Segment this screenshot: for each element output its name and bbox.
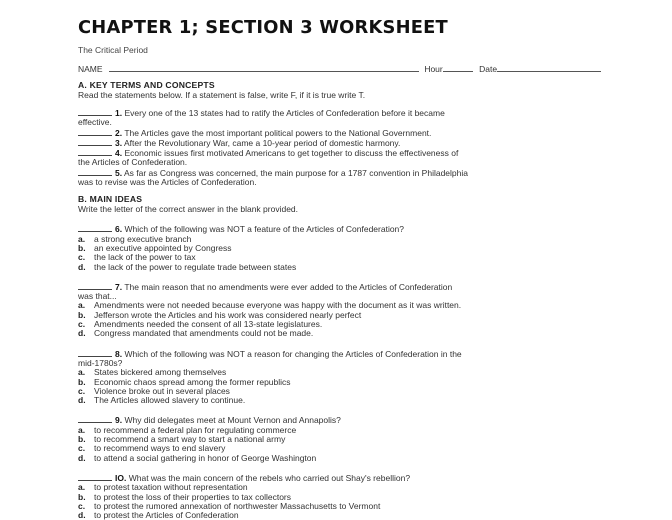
item-line [78,158,668,167]
question-gap [78,272,668,282]
option-text: to recommend a federal plan for regulating commerce [94,424,297,435]
question-line [78,282,668,292]
option-text: Economic chaos spread among the former republics [94,376,291,387]
option-text: Amendments were not needed because everyone was happy with the document as it was written. [94,300,462,311]
option-text: the lack of the power to regulate trade between states [94,261,297,272]
answer-blank[interactable] [78,138,112,146]
option-text: to protest the loss of their properties to tax collectors [94,491,292,502]
multiple-choice-question [78,224,668,271]
hour-label: Hour [424,64,443,74]
option-text: Amendments needed the consent of all 13-state legislatures. [94,319,323,330]
answer-blank[interactable] [78,148,112,156]
option-letter: c. [78,443,86,454]
true-false-item [78,168,668,188]
item-text: the Articles of Confederation. [78,157,188,168]
section-a-items [78,108,668,187]
item-line [78,178,668,187]
option-letter: d. [78,261,86,272]
option-text: to protest taxation without representation [94,482,248,493]
question-text: The main reason that no amendments were ever added to the Articles of Confederation [124,281,453,292]
answer-option [78,329,668,338]
multiple-choice-question [78,282,668,339]
item-line [78,128,668,138]
question-text: mid-1780s? [78,357,123,368]
question-text: was that... [78,291,117,302]
worksheet-title: CHAPTER 1; SECTION 3 WORKSHEET [78,18,448,38]
option-letter: a. [78,482,86,493]
question-gap [78,214,668,224]
option-letter: d. [78,452,86,463]
worksheet-page [78,18,668,520]
answer-blank[interactable] [78,473,112,481]
item-number: 3. [115,137,123,148]
multiple-choice-question [78,349,668,406]
section-b-questions [78,214,668,520]
true-false-item [78,148,668,168]
item-text: Economic issues first motivated Americans to get together to discuss the effectiveness of [124,148,459,159]
multiple-choice-question [78,473,668,520]
answer-option [78,396,668,405]
option-letter: c. [78,252,86,263]
item-number: 4. [115,148,123,159]
option-text: to recommend ways to end slavery [94,443,226,454]
item-text: was to revise was the Articles of Confederation. [78,177,257,188]
question-gap [78,463,668,473]
question-number: 6. [115,224,123,235]
option-letter: b. [78,242,86,253]
item-number: 5. [115,167,123,178]
item-line [78,138,668,148]
question-number: 7. [115,281,123,292]
true-false-item [78,138,668,148]
item-text: After the Revolutionary War, came a 10-year period of domestic harmony. [124,137,401,148]
true-false-item [78,128,668,138]
question-gap [78,405,668,415]
date-label: Date [479,64,498,74]
question-number: IO. [115,472,127,483]
option-letter: d. [78,328,86,339]
answer-blank[interactable] [78,282,112,290]
item-number: 2. [115,127,123,138]
option-text: the lack of the power to tax [94,252,196,263]
option-letter: d. [78,510,86,520]
answer-blank[interactable] [78,108,112,116]
option-letter: b. [78,309,86,320]
item-text: effective. [78,117,112,128]
answer-blank[interactable] [78,168,112,176]
answer-blank[interactable] [78,349,112,357]
item-text: The Articles gave the most important political powers to the National Government. [124,127,432,138]
option-text: an executive appointed by Congress [94,242,232,253]
name-label: NAME [78,64,103,74]
question-text: Why did delegates meet at Mount Vernon and Annapolis? [124,415,341,426]
item-number: 1. [115,108,123,118]
option-letter: d. [78,395,86,406]
option-text: The Articles allowed slavery to continue. [94,395,246,406]
item-line [78,118,668,127]
answer-option [78,511,668,520]
question-text: Which of the following was NOT a reason for changing the Articles of Confederation in the [124,348,462,359]
option-letter: b. [78,376,86,387]
option-text: Violence broke out in several places [94,385,230,396]
answer-option [78,263,668,272]
section-b-instructions: Write the letter of the correct answer in the blank provided. [78,203,299,214]
question-number: 8. [115,348,123,359]
question-number: 9. [115,415,123,426]
answer-option [78,454,668,463]
question-text: What was the main concern of the rebels who carried out Shay's rebellion? [128,472,411,483]
hour-blank[interactable] [443,63,473,72]
section-b-heading: B. MAIN IDEAS [78,194,143,205]
option-letter: b. [78,434,86,445]
option-letter: c. [78,319,86,330]
option-text: States bickered among themselves [94,367,227,378]
question-text: Which of the following was NOT a feature of the Articles of Confederation? [124,224,405,235]
option-letter: c. [78,385,86,396]
option-text: Congress mandated that amendments could not be made. [94,328,314,339]
worksheet-subtitle: The Critical Period [78,45,148,55]
option-text: Jefferson wrote the Articles and his work was considered nearly perfect [94,309,362,320]
date-blank[interactable] [497,63,601,72]
item-line [78,108,668,118]
item-text: As far as Congress was concerned, the main purpose for a 1787 convention in Philadelphia [124,167,468,178]
option-letter: b. [78,491,86,502]
option-letter: c. [78,500,86,511]
true-false-item [78,108,668,128]
section-a-heading: A. KEY TERMS AND CONCEPTS [78,80,215,90]
option-text: to attend a social gathering in honor of George Washington [94,452,317,463]
question-gap [78,339,668,349]
answer-option [78,502,668,511]
name-hour-date-row [78,63,668,74]
answer-blank[interactable] [78,224,112,232]
item-text: Every one of the 13 states had to ratify the Articles of Confederation before it became [124,108,445,118]
option-text: to recommend a smart way to start a national army [94,434,286,445]
option-text: to protest the rumored annexation of northwester Massachusetts to Vermont [94,500,381,511]
option-text: to protest the Articles of Confederation [94,510,239,520]
option-letter: a. [78,367,86,378]
answer-blank[interactable] [78,415,112,423]
name-blank[interactable] [109,63,419,72]
option-text: a strong executive branch [94,233,192,244]
option-letter: a. [78,233,86,244]
answer-blank[interactable] [78,128,112,136]
multiple-choice-question [78,415,668,462]
option-letter: a. [78,424,86,435]
question-line [78,349,668,359]
section-a-instructions: Read the statements below. If a statement is false, write F, if it is true write T. [78,89,366,100]
option-letter: a. [78,300,86,311]
